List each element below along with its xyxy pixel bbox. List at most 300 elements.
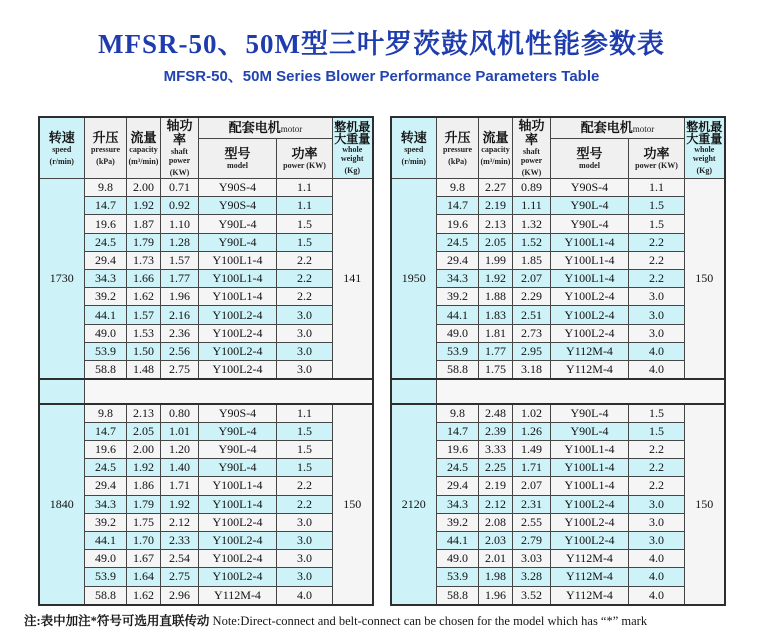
motor-model-cell: Y100L1-4 [551, 233, 629, 251]
pressure-cell: 58.8 [437, 361, 479, 380]
table-row [391, 531, 725, 549]
shaft-power-cell: 3.03 [513, 550, 551, 568]
pressure-cell: 49.0 [85, 550, 127, 568]
table-row [391, 422, 725, 440]
pressure-cell: 29.4 [437, 251, 479, 269]
motor-power-cell: 1.5 [629, 197, 685, 215]
table-row [391, 324, 725, 342]
motor-power-cell: 2.2 [629, 270, 685, 288]
separator-speed-cell [39, 379, 85, 403]
capacity-cell: 1.99 [479, 251, 513, 269]
motor-model-cell: Y100L2-4 [199, 568, 277, 586]
capacity-cell: 2.03 [479, 531, 513, 549]
tables-container [0, 116, 763, 601]
capacity-cell: 1.50 [127, 342, 161, 360]
motor-power-cell: 1.5 [277, 440, 333, 458]
table-row [39, 324, 373, 342]
motor-model-cell: Y90L-4 [551, 422, 629, 440]
motor-power-cell: 3.0 [629, 531, 685, 549]
shaft-power-cell: 0.80 [161, 404, 199, 423]
capacity-cell: 1.53 [127, 324, 161, 342]
pressure-cell: 39.2 [437, 513, 479, 531]
table-row [39, 361, 373, 380]
capacity-cell: 2.25 [479, 459, 513, 477]
capacity-cell: 1.79 [127, 495, 161, 513]
motor-power-cell: 3.0 [629, 288, 685, 306]
pressure-cell: 39.2 [85, 513, 127, 531]
shaft-power-cell: 3.52 [513, 586, 551, 605]
motor-model-cell: Y90L-4 [199, 233, 277, 251]
footnote-english: Note:Direct-connect and belt-connect can be chosen for the model which has “*” mark [212, 614, 648, 628]
motor-power-cell: 3.0 [277, 342, 333, 360]
pressure-cell: 9.8 [85, 179, 127, 197]
shaft-power-cell: 3.18 [513, 361, 551, 380]
motor-model-cell: Y100L1-4 [199, 288, 277, 306]
motor-model-cell: Y100L1-4 [199, 495, 277, 513]
table-row [39, 477, 373, 495]
motor-model-cell: Y100L1-4 [199, 477, 277, 495]
pressure-cell: 19.6 [437, 440, 479, 458]
speed-cell: 1950 [391, 179, 437, 380]
table-row [39, 306, 373, 324]
capacity-cell: 2.00 [127, 440, 161, 458]
motor-power-cell: 3.0 [629, 324, 685, 342]
weight-cell: 141 [333, 179, 373, 380]
motor-model-cell: Y100L2-4 [199, 550, 277, 568]
capacity-cell: 2.48 [479, 404, 513, 423]
motor-power-cell: 3.0 [629, 495, 685, 513]
motor-power-cell: 3.0 [277, 361, 333, 380]
shaft-power-cell: 2.16 [161, 306, 199, 324]
table-body [39, 179, 373, 606]
pressure-cell: 34.3 [437, 270, 479, 288]
capacity-cell: 1.86 [127, 477, 161, 495]
table-header [39, 117, 373, 179]
pressure-cell: 58.8 [437, 586, 479, 605]
page [0, 22, 763, 640]
motor-model-cell: Y90S-4 [199, 404, 277, 423]
motor-model-cell: Y100L2-4 [551, 306, 629, 324]
pressure-cell: 53.9 [85, 568, 127, 586]
table-row [39, 251, 373, 269]
motor-power-cell: 2.2 [277, 270, 333, 288]
table-row [39, 197, 373, 215]
motor-power-cell: 2.2 [629, 251, 685, 269]
performance-table-right [390, 116, 726, 606]
capacity-cell: 1.88 [479, 288, 513, 306]
page-subtitle: MFSR-50、50M Series Blower Performance Parameters Table [163, 68, 600, 85]
col-header-speed: 转速 speed (r/min) [391, 117, 437, 179]
motor-model-cell: Y100L1-4 [551, 477, 629, 495]
capacity-cell: 1.57 [127, 306, 161, 324]
capacity-cell: 2.19 [479, 477, 513, 495]
motor-power-cell: 3.0 [277, 306, 333, 324]
motor-power-cell: 3.0 [277, 550, 333, 568]
motor-model-cell: Y100L2-4 [551, 513, 629, 531]
capacity-cell: 1.70 [127, 531, 161, 549]
performance-table-left [38, 116, 374, 606]
table-row [39, 288, 373, 306]
capacity-cell: 1.48 [127, 361, 161, 380]
motor-model-cell: Y100L1-4 [551, 270, 629, 288]
motor-power-cell: 1.1 [629, 179, 685, 197]
capacity-cell: 2.05 [479, 233, 513, 251]
table-row [391, 306, 725, 324]
shaft-power-cell: 1.11 [513, 197, 551, 215]
motor-model-cell: Y112M-4 [551, 550, 629, 568]
capacity-cell: 1.92 [479, 270, 513, 288]
col-header-pressure: 升压 pressure (kPa) [85, 117, 127, 179]
table-row [391, 550, 725, 568]
motor-power-cell: 2.2 [629, 233, 685, 251]
col-header-weight: 整机最大重量 whole weight (Kg) [333, 117, 373, 179]
shaft-power-cell: 2.54 [161, 550, 199, 568]
table-row [391, 440, 725, 458]
capacity-cell: 2.12 [479, 495, 513, 513]
shaft-power-cell: 2.07 [513, 477, 551, 495]
pressure-cell: 19.6 [85, 215, 127, 233]
shaft-power-cell: 1.85 [513, 251, 551, 269]
shaft-power-cell: 1.40 [161, 459, 199, 477]
shaft-power-cell: 1.26 [513, 422, 551, 440]
motor-power-cell: 3.0 [277, 568, 333, 586]
motor-model-cell: Y100L2-4 [199, 306, 277, 324]
motor-power-cell: 1.1 [277, 197, 333, 215]
motor-power-cell: 4.0 [277, 586, 333, 605]
capacity-cell: 1.81 [479, 324, 513, 342]
shaft-power-cell: 2.95 [513, 342, 551, 360]
table-row [391, 568, 725, 586]
pressure-cell: 29.4 [437, 477, 479, 495]
pressure-cell: 29.4 [85, 477, 127, 495]
motor-power-cell: 4.0 [629, 550, 685, 568]
speed-cell: 2120 [391, 404, 437, 605]
pressure-cell: 24.5 [85, 459, 127, 477]
table-row [391, 233, 725, 251]
capacity-cell: 1.73 [127, 251, 161, 269]
shaft-power-cell: 1.02 [513, 404, 551, 423]
shaft-power-cell: 1.20 [161, 440, 199, 458]
motor-model-cell: Y100L2-4 [551, 531, 629, 549]
pressure-cell: 49.0 [437, 324, 479, 342]
table-row [391, 270, 725, 288]
table-row [391, 288, 725, 306]
capacity-cell: 1.98 [479, 568, 513, 586]
weight-cell: 150 [685, 179, 725, 380]
capacity-cell: 2.13 [127, 404, 161, 423]
motor-model-cell: Y90L-4 [199, 459, 277, 477]
shaft-power-cell: 2.55 [513, 513, 551, 531]
shaft-power-cell: 2.36 [161, 324, 199, 342]
shaft-power-cell: 2.56 [161, 342, 199, 360]
pressure-cell: 19.6 [437, 215, 479, 233]
weight-cell: 150 [333, 404, 373, 605]
motor-model-cell: Y112M-4 [551, 586, 629, 605]
pressure-cell: 14.7 [85, 422, 127, 440]
table-row [391, 215, 725, 233]
pressure-cell: 34.3 [85, 495, 127, 513]
col-header-capacity: 流量 capacity (m³/min) [127, 117, 161, 179]
capacity-cell: 1.64 [127, 568, 161, 586]
motor-model-cell: Y100L1-4 [199, 251, 277, 269]
shaft-power-cell: 1.71 [513, 459, 551, 477]
shaft-power-cell: 0.71 [161, 179, 199, 197]
col-header-motor-model: 型号 model [199, 138, 277, 178]
motor-power-cell: 1.1 [277, 404, 333, 423]
shaft-power-cell: 1.96 [161, 288, 199, 306]
col-header-shaft-power: 轴功率 shaft power (KW) [161, 117, 199, 179]
pressure-cell: 9.8 [85, 404, 127, 423]
table-row [39, 422, 373, 440]
motor-model-cell: Y100L2-4 [199, 531, 277, 549]
capacity-cell: 2.27 [479, 179, 513, 197]
motor-model-cell: Y100L1-4 [551, 251, 629, 269]
table-row [391, 459, 725, 477]
shaft-power-cell: 0.89 [513, 179, 551, 197]
speed-cell: 1730 [39, 179, 85, 380]
shaft-power-cell: 1.10 [161, 215, 199, 233]
motor-model-cell: Y100L1-4 [551, 440, 629, 458]
col-header-weight: 整机最大重量 whole weight (Kg) [685, 117, 725, 179]
footnote [24, 611, 763, 629]
capacity-cell: 1.92 [127, 197, 161, 215]
shaft-power-cell: 2.96 [161, 586, 199, 605]
motor-power-cell: 3.0 [277, 531, 333, 549]
table-row [391, 361, 725, 380]
motor-power-cell: 2.2 [277, 288, 333, 306]
table-row [391, 404, 725, 423]
shaft-power-cell: 1.57 [161, 251, 199, 269]
motor-model-cell: Y100L2-4 [199, 324, 277, 342]
pressure-cell: 49.0 [85, 324, 127, 342]
pressure-cell: 53.9 [437, 568, 479, 586]
col-header-motor: 配套电机motor [551, 117, 685, 138]
motor-model-cell: Y100L1-4 [551, 459, 629, 477]
col-header-motor-power: 功率 power (KW) [629, 138, 685, 178]
pressure-cell: 24.5 [437, 459, 479, 477]
shaft-power-cell: 2.07 [513, 270, 551, 288]
motor-power-cell: 4.0 [629, 568, 685, 586]
motor-power-cell: 2.2 [629, 477, 685, 495]
table-header [391, 117, 725, 179]
table-row [39, 550, 373, 568]
shaft-power-cell: 2.75 [161, 568, 199, 586]
motor-model-cell: Y90L-4 [199, 215, 277, 233]
col-header-motor-power: 功率 power (KW) [277, 138, 333, 178]
page-title: MFSR-50、50M型三叶罗茨鼓风机性能参数表 [98, 29, 665, 59]
pressure-cell: 58.8 [85, 361, 127, 380]
pressure-cell: 58.8 [85, 586, 127, 605]
motor-model-cell: Y112M-4 [551, 568, 629, 586]
pressure-cell: 19.6 [85, 440, 127, 458]
capacity-cell: 2.01 [479, 550, 513, 568]
motor-model-cell: Y90S-4 [199, 179, 277, 197]
pressure-cell: 44.1 [85, 531, 127, 549]
pressure-cell: 14.7 [437, 197, 479, 215]
pressure-cell: 9.8 [437, 404, 479, 423]
motor-power-cell: 1.5 [629, 215, 685, 233]
capacity-cell: 2.39 [479, 422, 513, 440]
pressure-cell: 44.1 [437, 306, 479, 324]
table-row [39, 215, 373, 233]
motor-model-cell: Y90S-4 [199, 197, 277, 215]
motor-power-cell: 2.2 [629, 440, 685, 458]
motor-model-cell: Y100L2-4 [551, 495, 629, 513]
motor-model-cell: Y90L-4 [551, 404, 629, 423]
pressure-cell: 24.5 [437, 233, 479, 251]
motor-power-cell: 1.5 [277, 459, 333, 477]
table-row [39, 440, 373, 458]
capacity-cell: 1.67 [127, 550, 161, 568]
pressure-cell: 14.7 [85, 197, 127, 215]
capacity-cell: 1.62 [127, 288, 161, 306]
capacity-cell: 2.13 [479, 215, 513, 233]
table-row [39, 233, 373, 251]
table-row [391, 513, 725, 531]
table-row [391, 586, 725, 605]
pressure-cell: 9.8 [437, 179, 479, 197]
table-row [39, 342, 373, 360]
motor-model-cell: Y112M-4 [551, 342, 629, 360]
shaft-power-cell: 0.92 [161, 197, 199, 215]
shaft-power-cell: 2.75 [161, 361, 199, 380]
motor-power-cell: 1.5 [629, 422, 685, 440]
table-row [391, 477, 725, 495]
shaft-power-cell: 3.28 [513, 568, 551, 586]
block-separator-row [39, 379, 373, 403]
motor-power-cell: 3.0 [277, 513, 333, 531]
pressure-cell: 53.9 [85, 342, 127, 360]
weight-cell: 150 [685, 404, 725, 605]
motor-power-cell: 1.5 [277, 215, 333, 233]
motor-model-cell: Y100L2-4 [199, 513, 277, 531]
motor-power-cell: 3.0 [629, 306, 685, 324]
motor-model-cell: Y100L2-4 [551, 288, 629, 306]
motor-model-cell: Y90L-4 [199, 440, 277, 458]
motor-power-cell: 2.2 [277, 477, 333, 495]
pressure-cell: 14.7 [437, 422, 479, 440]
pressure-cell: 29.4 [85, 251, 127, 269]
motor-model-cell: Y112M-4 [199, 586, 277, 605]
col-header-speed: 转速 speed (r/min) [39, 117, 85, 179]
table-row [39, 459, 373, 477]
capacity-cell: 1.79 [127, 233, 161, 251]
shaft-power-cell: 1.92 [161, 495, 199, 513]
pressure-cell: 24.5 [85, 233, 127, 251]
motor-model-cell: Y100L2-4 [199, 361, 277, 380]
col-header-capacity: 流量 capacity (m³/min) [479, 117, 513, 179]
capacity-cell: 1.62 [127, 586, 161, 605]
shaft-power-cell: 2.31 [513, 495, 551, 513]
motor-power-cell: 3.0 [629, 513, 685, 531]
footnote-chinese: 注:表中加注*符号可选用直联传动 [24, 614, 210, 628]
capacity-cell: 2.05 [127, 422, 161, 440]
pressure-cell: 49.0 [437, 550, 479, 568]
table-row [391, 495, 725, 513]
table-body [391, 179, 725, 606]
motor-power-cell: 4.0 [629, 586, 685, 605]
pressure-cell: 34.3 [437, 495, 479, 513]
pressure-cell: 39.2 [437, 288, 479, 306]
motor-model-cell: Y90L-4 [199, 422, 277, 440]
pressure-cell: 44.1 [85, 306, 127, 324]
capacity-cell: 1.83 [479, 306, 513, 324]
shaft-power-cell: 1.28 [161, 233, 199, 251]
shaft-power-cell: 2.12 [161, 513, 199, 531]
col-header-shaft-power: 轴功率 shaft power (KW) [513, 117, 551, 179]
table-row [391, 179, 725, 197]
capacity-cell: 3.33 [479, 440, 513, 458]
shaft-power-cell: 1.71 [161, 477, 199, 495]
motor-model-cell: Y100L2-4 [551, 324, 629, 342]
separator-cell [85, 379, 373, 403]
shaft-power-cell: 1.49 [513, 440, 551, 458]
capacity-cell: 2.08 [479, 513, 513, 531]
capacity-cell: 1.75 [127, 513, 161, 531]
separator-speed-cell [391, 379, 437, 403]
shaft-power-cell: 2.51 [513, 306, 551, 324]
motor-power-cell: 2.2 [277, 251, 333, 269]
motor-power-cell: 1.1 [277, 179, 333, 197]
motor-model-cell: Y90L-4 [551, 215, 629, 233]
motor-power-cell: 1.5 [629, 404, 685, 423]
shaft-power-cell: 2.33 [161, 531, 199, 549]
table-row [39, 495, 373, 513]
motor-power-cell: 4.0 [629, 361, 685, 380]
separator-cell [437, 379, 725, 403]
shaft-power-cell: 1.77 [161, 270, 199, 288]
shaft-power-cell: 2.79 [513, 531, 551, 549]
table-row [39, 179, 373, 197]
table-row [39, 513, 373, 531]
table-row [391, 251, 725, 269]
motor-power-cell: 1.5 [277, 233, 333, 251]
motor-model-cell: Y90S-4 [551, 179, 629, 197]
table-row [39, 270, 373, 288]
shaft-power-cell: 2.73 [513, 324, 551, 342]
capacity-cell: 1.66 [127, 270, 161, 288]
col-header-motor-model: 型号 model [551, 138, 629, 178]
pressure-cell: 53.9 [437, 342, 479, 360]
capacity-cell: 1.92 [127, 459, 161, 477]
motor-model-cell: Y100L1-4 [199, 270, 277, 288]
pressure-cell: 44.1 [437, 531, 479, 549]
shaft-power-cell: 2.29 [513, 288, 551, 306]
table-row [39, 586, 373, 605]
motor-model-cell: Y112M-4 [551, 361, 629, 380]
block-separator-row [391, 379, 725, 403]
shaft-power-cell: 1.01 [161, 422, 199, 440]
col-header-motor: 配套电机motor [199, 117, 333, 138]
motor-power-cell: 4.0 [629, 342, 685, 360]
motor-power-cell: 2.2 [277, 495, 333, 513]
capacity-cell: 1.77 [479, 342, 513, 360]
table-row [39, 568, 373, 586]
motor-power-cell: 2.2 [629, 459, 685, 477]
col-header-pressure: 升压 pressure (kPa) [437, 117, 479, 179]
table-row [391, 197, 725, 215]
motor-model-cell: Y90L-4 [551, 197, 629, 215]
table-row [39, 531, 373, 549]
table-row [39, 404, 373, 423]
capacity-cell: 2.19 [479, 197, 513, 215]
capacity-cell: 1.75 [479, 361, 513, 380]
motor-power-cell: 1.5 [277, 422, 333, 440]
pressure-cell: 39.2 [85, 288, 127, 306]
motor-power-cell: 3.0 [277, 324, 333, 342]
capacity-cell: 1.87 [127, 215, 161, 233]
pressure-cell: 34.3 [85, 270, 127, 288]
